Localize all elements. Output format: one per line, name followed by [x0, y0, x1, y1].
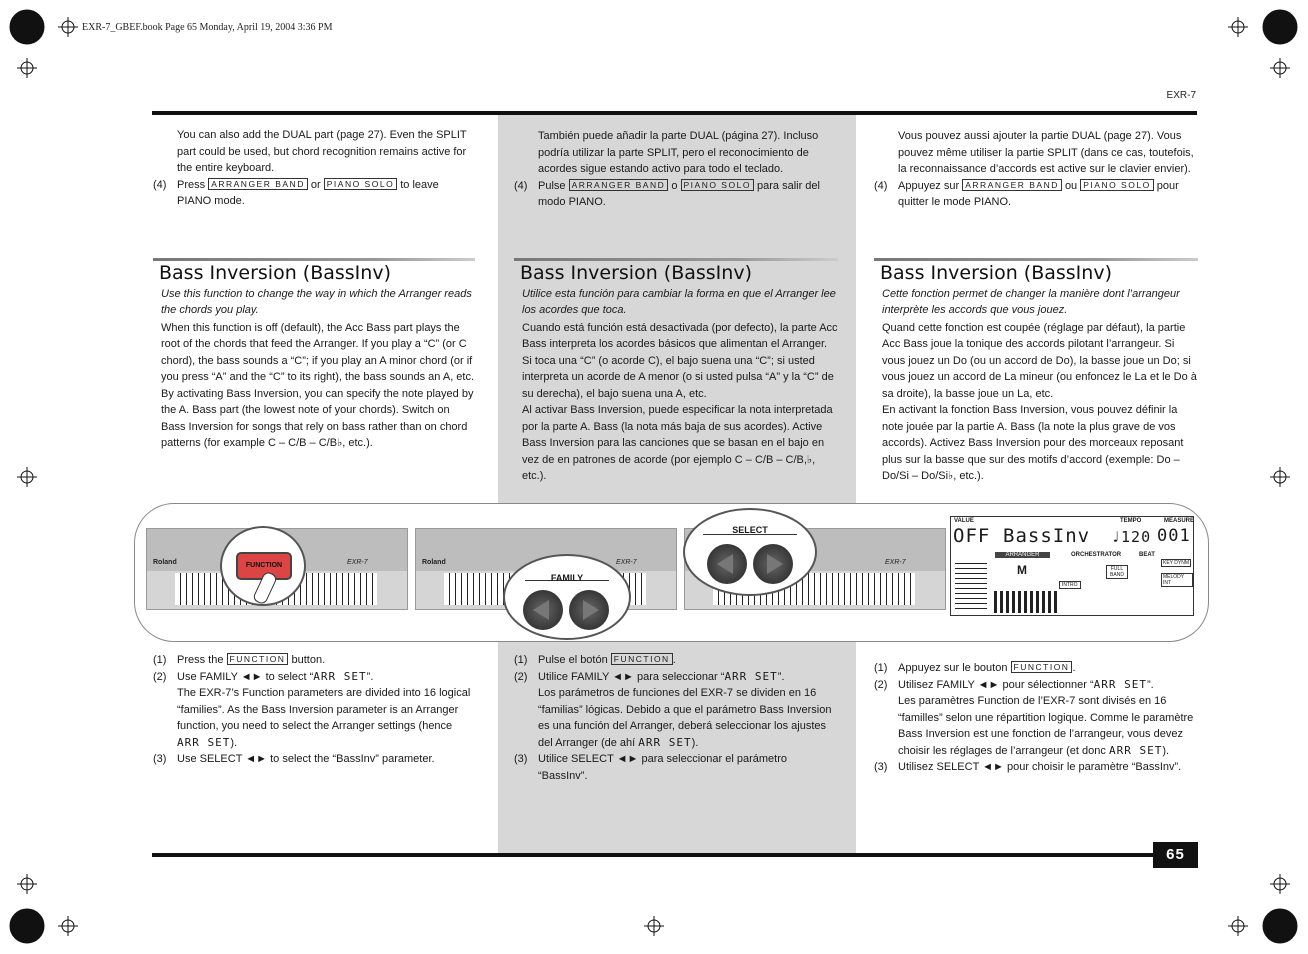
paragraph: By activating Bass Inversion, you can specify the note played by the A. Bass part (the lowest note of your chords). Switch on Bass Inversion for songs that rely on bass rather than on chord patterns (for example C – C/B – C/B♭, etc.).: [161, 387, 474, 449]
brand-label: Roland: [153, 559, 177, 566]
spanish-steps: [514, 652, 838, 784]
family-right-button: [569, 590, 609, 630]
model-label: EXR-7: [885, 559, 906, 566]
select-left-button: [707, 544, 747, 584]
lcd-orchestrator-label: ORCHESTRATOR: [1071, 552, 1122, 558]
step-1: (1) Appuyez sur le bouton FUNCTION .: [874, 662, 1076, 674]
arranger-band-key: ARRANGER BAND: [208, 178, 308, 190]
section-bar: [514, 258, 838, 261]
step-2-note: Les paramètres Function de l’EXR-7 sont divisés en 16 “familles” selon une répartition logique. Comme le paramètre Bass Inversion est une fonction de l’arrangeur, vous devez choisir les réglages de l’arrangeur (et donc ARR SET).: [898, 695, 1194, 757]
spanish-section: [514, 258, 838, 485]
paragraph: Quand cette fonction est coupée (réglage par défaut), la partie Acc Bass joue la tonique des accords pilotant l’arrangeur. Si vous jouez un Do (ou un accord de Do), la basse joue un Do; si vous jouez un accord de La mineur (ou enfoncez le La et le Do à sa droite), la basse joue un La, etc.: [882, 321, 1197, 400]
french-steps: [874, 660, 1198, 776]
piano-solo-key: PIANO SOLO: [681, 179, 754, 191]
intro-text: You can also add the DUAL part (page 27). Even the SPLIT part could be used, but chord recognition remains active for the entire keyboard.: [177, 129, 467, 174]
select-right-button: [753, 544, 793, 584]
page-tag: EXR-7: [1166, 90, 1196, 101]
step-1: (1) Press the FUNCTION button.: [153, 654, 326, 666]
step-4: (4) Appuyez sur ARRANGER BAND ou PIANO SOLO pour quitter le mode PIANO.: [874, 179, 1179, 208]
lcd-value-header: VALUE: [954, 518, 974, 524]
family-left-button: [523, 590, 563, 630]
step-2: (2) Utilisez FAMILY ◄► pour sélectionner “ARR SET”.: [874, 677, 1154, 691]
function-button: FUNCTION: [236, 552, 292, 580]
paragraph: En activant la fonction Bass Inversion, vous pouvez définir la note jouée par la partie A. Bass (la note la plus grave de vos accords). Activez Bass Inversion pour des morceaux reposant plus sur la basse que sur des motifs d’accord (exemple: Do – Do/Si – Do/Si♭, etc.).: [882, 404, 1184, 482]
step-3: (3) Utilice SELECT ◄► para seleccionar el parámetro “BassInv”.: [514, 753, 788, 782]
family-callout: [503, 554, 631, 640]
lcd-intro: INTRO: [1059, 581, 1081, 589]
english-steps: [153, 652, 475, 768]
step-3: (3) Utilisez SELECT ◄► pour choisir le paramètre “BassInv”.: [874, 761, 1182, 773]
model-label: EXR-7: [616, 559, 637, 566]
function-callout: [220, 526, 306, 606]
paragraph: Al activar Bass Inversion, puede especificar la nota interpretada por la parte A. Bass (la nota más baja de sus acordes). Active Bass Inversion para las canciones que se basan en el bajo en vez de en patrones de acorde (por ejemplo C – C/B – C/B,♭, etc.).: [522, 404, 833, 482]
print-header: EXR-7_GBEF.book Page 65 Monday, April 19, 2004 3:36 PM: [82, 22, 333, 33]
french-section: [874, 258, 1198, 485]
lcd-tempo: ♩120: [1111, 528, 1152, 546]
section-lead: Cette fonction permet de changer la manière dont l’arrangeur interprète les accords que vous jouez.: [882, 287, 1180, 316]
intro-text: También puede añadir la parte DUAL (página 27). Incluso podría utilizar la parte SPLIT, pero el reconocimiento de acordes sigue estando activo para todo el teclado.: [538, 130, 819, 175]
lcd-measure: 001: [1157, 526, 1191, 546]
bottom-rule: [152, 853, 1155, 857]
english-intro: [153, 127, 475, 210]
select-label: SELECT: [732, 525, 768, 535]
english-section: [153, 258, 475, 452]
brand-label: Roland: [422, 559, 446, 566]
lcd-melody-int: MELODY INT: [1161, 573, 1193, 587]
paragraph: Cuando está función está desactivada (por defecto), la parte Acc Bass interpreta los acordes básicos que alimentan el Arranger. Si toca una “C” (o acorde C), el bajo suena una “C”; si usted interpreta un acorde de A menor (o si usted pulsa “A” y la “C” de su derecha), el bajo suena una A, etc.: [522, 321, 838, 400]
function-key: FUNCTION: [227, 653, 289, 665]
section-title: Bass Inversion (BassInv): [520, 262, 752, 284]
family-label: FAMILY: [550, 573, 584, 583]
piano-solo-key: PIANO SOLO: [324, 178, 397, 190]
step-2-note: The EXR-7’s Function parameters are divided into 16 logical “families”. As the Bass Inversion parameter is an Arranger function, you need to select the Arranger settings (hence ARR SET).: [177, 687, 471, 749]
piano-solo-key: PIANO SOLO: [1080, 179, 1153, 191]
step-1: (1) Pulse el botón FUNCTION .: [514, 654, 676, 666]
french-intro: [874, 128, 1198, 211]
section-title: Bass Inversion (BassInv): [159, 262, 391, 284]
page-number: 65: [1153, 842, 1198, 868]
lcd-value: OFF: [953, 525, 991, 547]
step-2: (2) Use FAMILY ◄► to select “ARR SET”.: [153, 669, 374, 683]
step-4: (4) Press ARRANGER BAND or PIANO SOLO to leave PIANO mode.: [153, 178, 439, 207]
lcd-mini-keyboard: [991, 591, 1057, 613]
section-lead: Utilice esta función para cambiar la forma en que el Arranger lee los acordes que toca.: [522, 287, 836, 316]
step-2: (2) Utilice FAMILY ◄► para seleccionar “ARR SET”.: [514, 669, 785, 683]
step-2-note: Los parámetros de funciones del EXR-7 se dividen en 16 “familias” lógicas. Debido a que el parámetro Bass Inversion es una función del Arranger, deberá seleccionar los ajustes del Arranger (de ahí ARR SET).: [538, 687, 832, 749]
section-lead: Use this function to change the way in which the Arranger reads the chords you play.: [161, 287, 472, 316]
model-label: EXR-7: [347, 559, 368, 566]
lcd-parameter-name: BassInv: [1003, 525, 1091, 547]
lcd-arranger-label: ARRANGER: [995, 552, 1050, 558]
section-title: Bass Inversion (BassInv): [880, 262, 1112, 284]
function-key: FUNCTION: [611, 653, 673, 665]
section-bar: [874, 258, 1198, 261]
lcd-tempo-header: TEMPO: [1120, 518, 1142, 524]
select-callout: [683, 508, 817, 596]
arranger-band-key: ARRANGER BAND: [962, 179, 1062, 191]
lcd-display: [950, 516, 1194, 616]
instructions-figure: [134, 503, 1209, 642]
lcd-full-band: FULL BAND: [1106, 565, 1128, 579]
lcd-chord: M: [1017, 563, 1027, 577]
arranger-band-key: ARRANGER BAND: [569, 179, 669, 191]
intro-text: Vous pouvez aussi ajouter la partie DUAL (page 27). Vous pouvez même utiliser la partie SPLIT (dans ce cas, toutefois, la reconnaissance d’accords est active sur le clavier envier).: [898, 130, 1194, 175]
lcd-staff: [955, 559, 987, 609]
paragraph: When this function is off (default), the Acc Bass part plays the root of the chords that feed the Arranger. If you play a “C” (or C chord), the bass sounds a “C”; if you play an A minor chord (or if you press “A” and the “C” to its right), the bass sounds an A, etc.: [161, 321, 475, 383]
spanish-intro: [514, 128, 838, 211]
function-key: FUNCTION: [1011, 661, 1073, 673]
section-bar: [153, 258, 475, 261]
lcd-measure-header: MEASURE: [1164, 518, 1195, 524]
step-4: (4) Pulse ARRANGER BAND o PIANO SOLO para salir del modo PIANO.: [514, 179, 820, 208]
lcd-beat-label: BEAT: [1139, 552, 1155, 558]
lcd-key-dynamics: KEY DYNM: [1163, 560, 1190, 566]
step-3: (3) Use SELECT ◄► to select the “BassInv” parameter.: [153, 753, 435, 765]
